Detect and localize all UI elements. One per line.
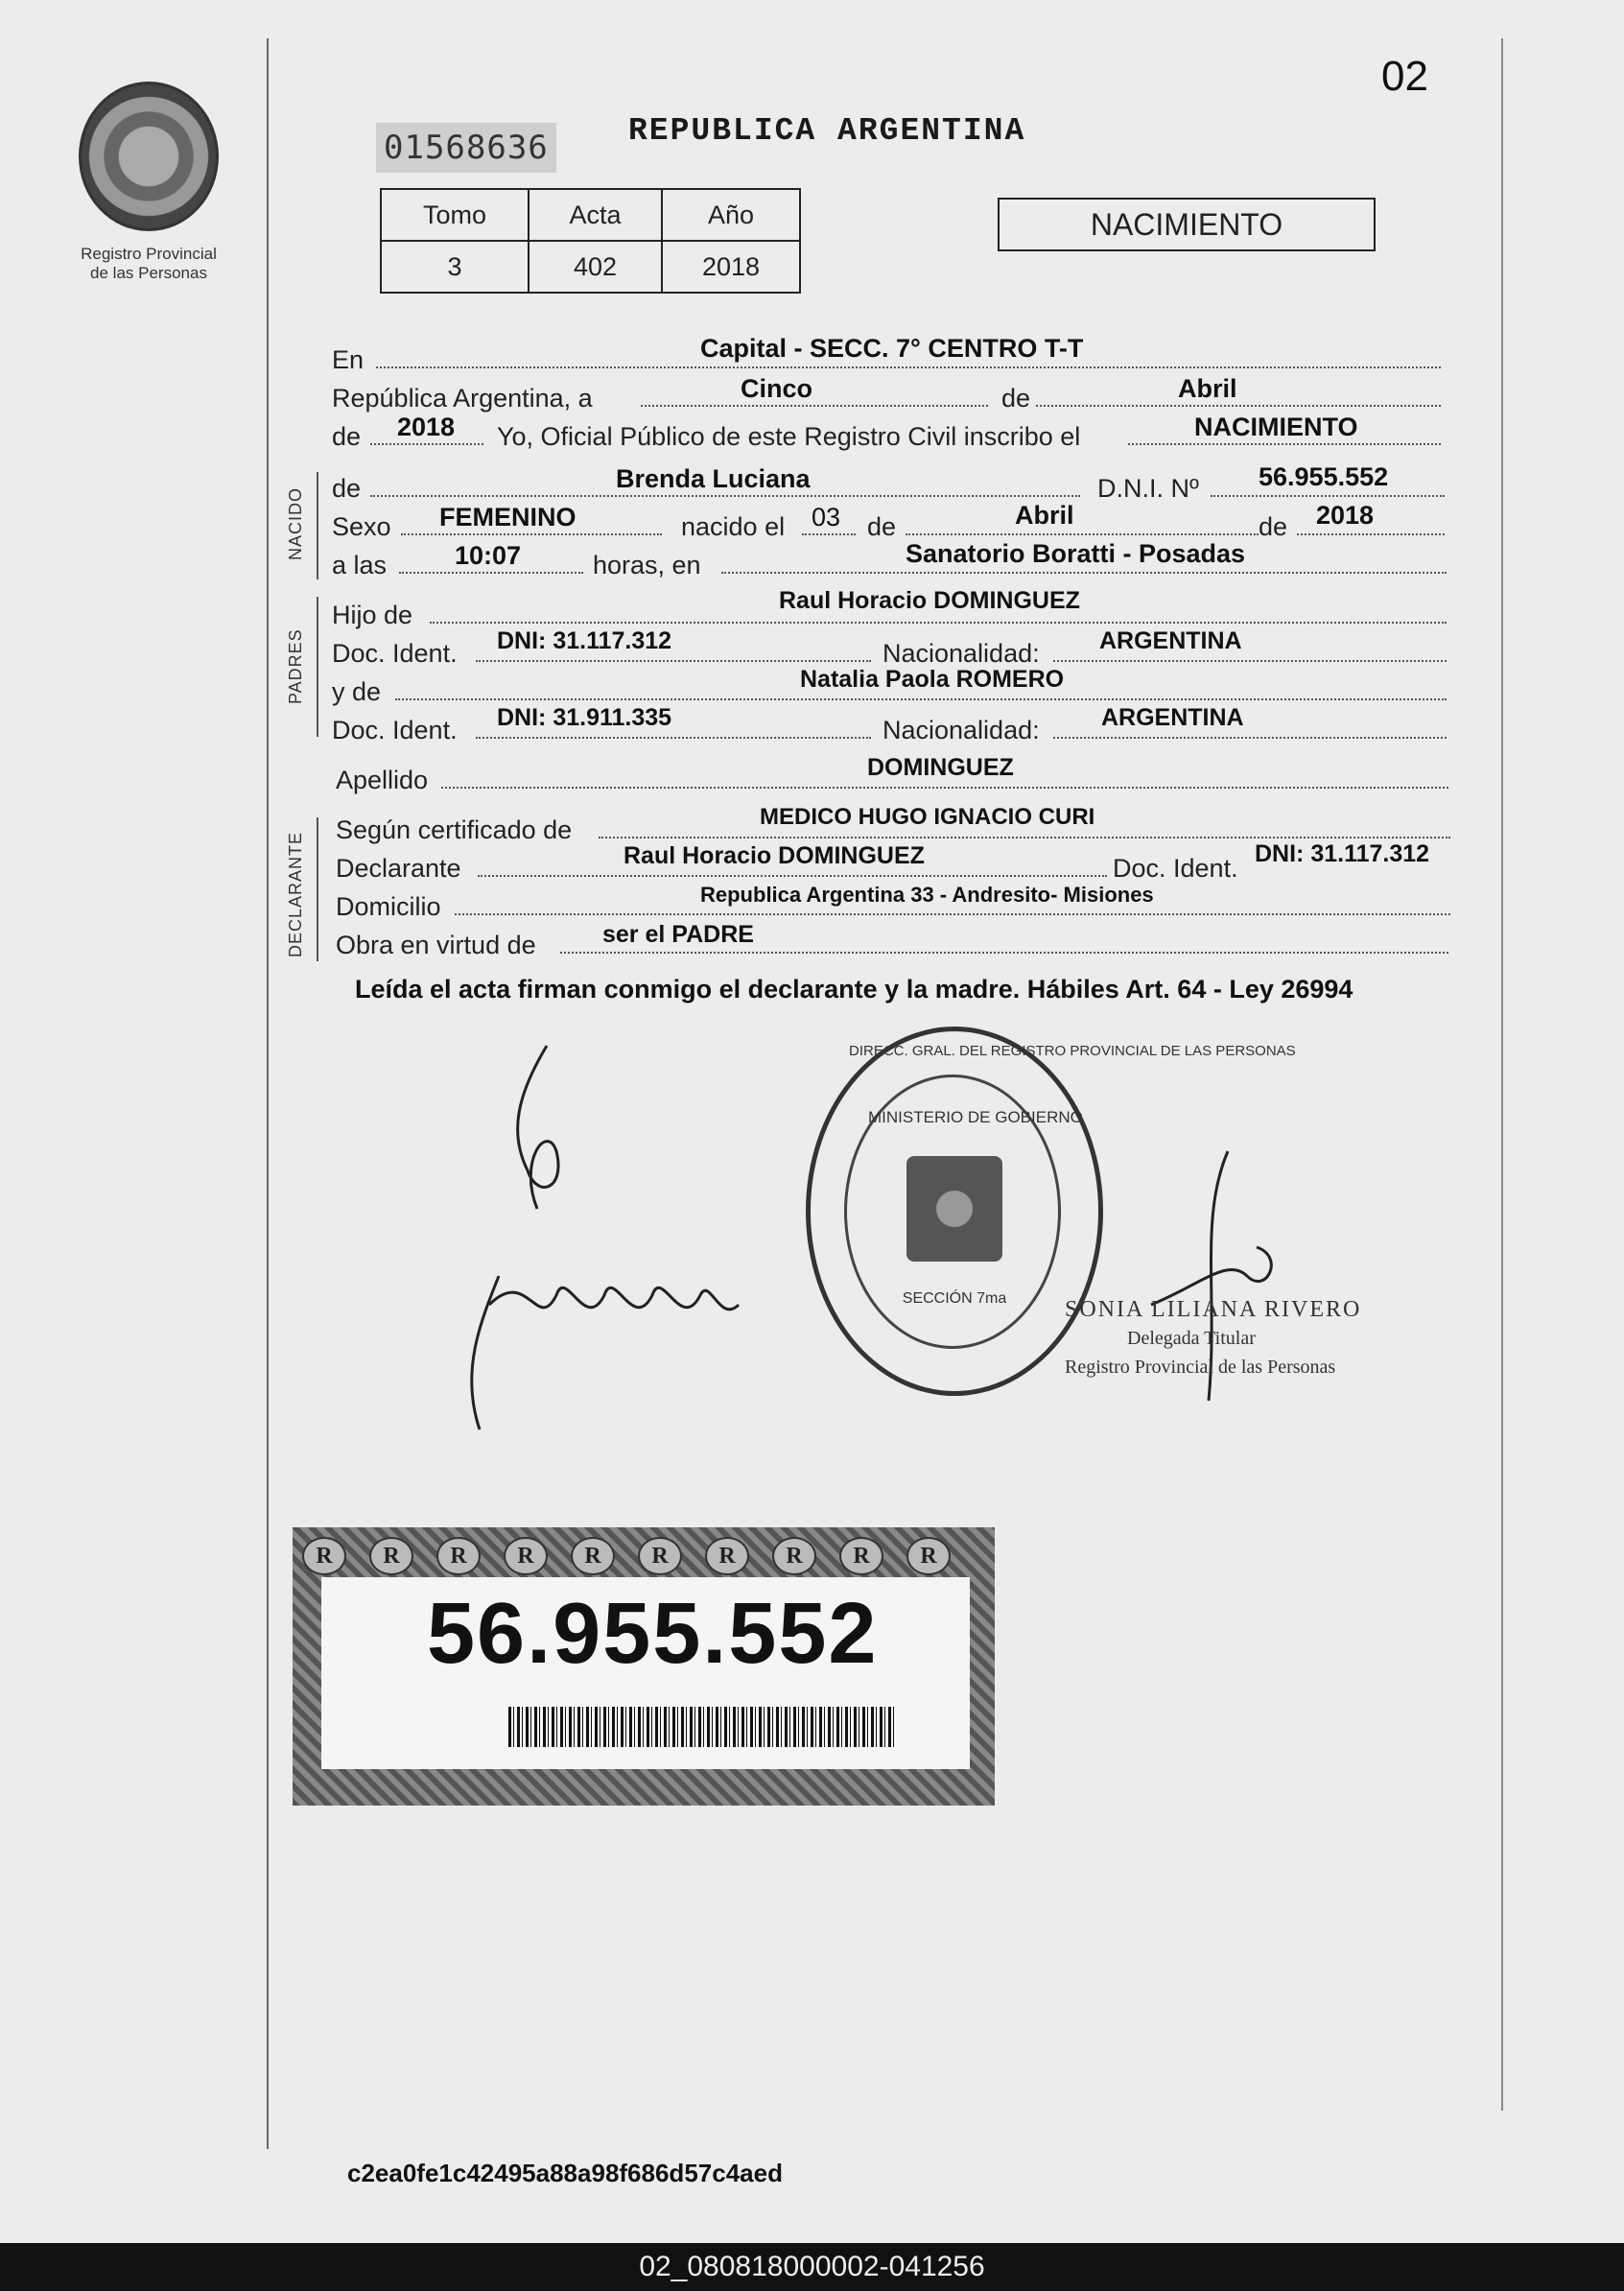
en-label: En — [332, 345, 365, 374]
dotted-line — [641, 405, 988, 407]
dotted-line — [721, 572, 1447, 574]
obra-label: Obra en virtud de — [336, 931, 536, 959]
dotted-line — [399, 572, 583, 574]
r-mark-icon: R — [504, 1537, 548, 1575]
declarante-label: Declarante — [336, 854, 461, 883]
stamp-outer-text: DIRECC. GRAL. DEL REGISTRO PROVINCIAL DE LAS PERSONAS — [849, 1043, 1296, 1059]
hijo-label: Hijo de — [332, 601, 413, 629]
signature-upper — [480, 1036, 595, 1228]
apellido-value: DOMINGUEZ — [867, 754, 1014, 781]
value-tomo: 3 — [381, 241, 529, 293]
official-office: Registro Provincial de las Personas — [1065, 1357, 1336, 1378]
registry-logo — [58, 82, 240, 283]
sexo-label: Sexo — [332, 512, 391, 541]
dotted-line — [430, 622, 1447, 624]
domicilio-value: Republica Argentina 33 - Andresito- Misiones — [700, 883, 1154, 907]
sexo-value: FEMENINO — [439, 503, 577, 531]
father-nationality: ARGENTINA — [1099, 627, 1242, 654]
declarante-value: Raul Horacio DOMINGUEZ — [624, 842, 925, 869]
stamp-inner-text: MINISTERIO DE GOBIERNO — [868, 1108, 1083, 1126]
dotted-line — [802, 533, 856, 535]
section-label-declarante: DECLARANTE — [286, 831, 305, 957]
serial-number: 01568636 — [376, 123, 556, 173]
cert-label: Según certificado de — [336, 815, 573, 844]
declarante-doc: DNI: 31.117.312 — [1255, 840, 1430, 867]
r-mark-icon: R — [369, 1537, 413, 1575]
section-bar — [317, 597, 318, 737]
place-value: Capital - SECC. 7° CENTRO T-T — [700, 334, 1084, 363]
de-label: de — [332, 474, 362, 503]
year-value: 2018 — [397, 413, 456, 441]
footer-filename: 02_080818000002-041256 — [0, 2243, 1624, 2291]
dotted-line — [478, 875, 1107, 877]
section-bar — [317, 817, 318, 961]
document-hash: c2ea0fe1c42495a88a98f686d57c4aed — [347, 2159, 783, 2187]
header-ano: Año — [662, 189, 800, 241]
official-name: SONIA LILIANA RIVERO — [1065, 1297, 1362, 1322]
r-mark-icon: R — [302, 1537, 346, 1575]
dotted-line — [599, 837, 1450, 838]
child-name: Brenda Luciana — [616, 464, 811, 493]
dotted-line — [376, 366, 1441, 368]
record-type-box: NACIMIENTO — [998, 198, 1376, 251]
de-label: de — [1001, 384, 1031, 413]
id-label-card — [293, 1527, 995, 1806]
registry-statement: Yo, Oficial Público de este Registro Civil inscribo el — [497, 422, 1081, 451]
logo-caption: Registro Provincial de las Personas — [81, 245, 217, 282]
dni-label: D.N.I. Nº — [1097, 474, 1199, 503]
header-acta: Acta — [529, 189, 662, 241]
section-bar — [317, 472, 318, 579]
dotted-line — [1036, 405, 1441, 407]
dotted-line — [1053, 737, 1447, 739]
page-number: 02 — [1381, 53, 1428, 100]
birth-month: Abril — [1015, 501, 1074, 530]
dotted-line — [1053, 660, 1447, 662]
dotted-line — [906, 533, 1259, 535]
father-name: Raul Horacio DOMINGUEZ — [779, 587, 1080, 614]
official-role: Delegada Titular — [1127, 1328, 1256, 1349]
header-tomo: Tomo — [381, 189, 529, 241]
mother-doc: DNI: 31.911.335 — [497, 704, 672, 731]
date-prefix: República Argentina, a — [332, 384, 593, 413]
dotted-line — [476, 660, 871, 662]
misiones-seal-icon — [79, 82, 219, 231]
yde-label: y de — [332, 677, 382, 706]
dotted-line — [455, 913, 1450, 915]
mother-nationality: ARGENTINA — [1101, 704, 1244, 731]
de-label: de — [867, 512, 897, 541]
birth-day: 03 — [812, 503, 841, 531]
label-dni-number: 56.955.552 — [427, 1586, 879, 1682]
alas-label: a las — [332, 551, 388, 579]
cert-value: MEDICO HUGO IGNACIO CURI — [760, 804, 1095, 830]
record-table — [380, 188, 801, 294]
de-label: de — [332, 422, 362, 451]
month-text: Abril — [1178, 374, 1237, 403]
father-doc: DNI: 31.117.312 — [497, 627, 672, 654]
r-mark-icon: R — [839, 1537, 883, 1575]
horas-label: horas, en — [593, 551, 701, 579]
apellido-label: Apellido — [336, 766, 429, 794]
dotted-line — [1211, 495, 1445, 497]
obra-value: ser el PADRE — [602, 921, 754, 948]
mother-name: Natalia Paola ROMERO — [800, 666, 1065, 693]
stamp-emblem-icon — [906, 1156, 1002, 1262]
domicilio-label: Domicilio — [336, 892, 441, 921]
r-mark-icon: R — [436, 1537, 481, 1575]
dotted-line — [1297, 533, 1445, 535]
barcode-icon — [508, 1707, 897, 1747]
left-margin-rule — [267, 38, 269, 2149]
right-margin-rule — [1501, 38, 1503, 2111]
country-title: REPUBLICA ARGENTINA — [628, 113, 1026, 149]
closing-statement: Leída el acta firman conmigo el declarante y la madre. Hábiles Art. 64 - Ley 26994 — [355, 975, 1353, 1004]
child-dni: 56.955.552 — [1259, 462, 1389, 491]
inscription-type: NACIMIENTO — [1194, 413, 1358, 441]
doc-label: Doc. Ident. — [332, 639, 458, 668]
dotted-line — [441, 787, 1448, 789]
birth-place: Sanatorio Boratti - Posadas — [906, 539, 1246, 568]
r-mark-icon: R — [571, 1537, 615, 1575]
r-mark-icon: R — [638, 1537, 682, 1575]
r-mark-icon: R — [906, 1537, 951, 1575]
signature-lower — [451, 1247, 758, 1449]
r-mark-icon: R — [772, 1537, 816, 1575]
dotted-line — [370, 495, 1080, 497]
de-label: de — [1259, 512, 1288, 541]
label-white-area — [321, 1577, 970, 1769]
day-text: Cinco — [741, 374, 813, 403]
birth-time: 10:07 — [455, 541, 522, 570]
dotted-line — [370, 443, 483, 445]
section-label-padres: PADRES — [286, 628, 305, 704]
value-ano: 2018 — [662, 241, 800, 293]
birth-year: 2018 — [1316, 501, 1375, 530]
dotted-line — [476, 737, 871, 739]
stamp-section-text: SECCIÓN 7ma — [902, 1290, 1007, 1307]
section-label-nacido: NACIDO — [286, 486, 305, 560]
r-mark-icon: R — [705, 1537, 749, 1575]
doc-label: Doc. Ident. — [332, 716, 458, 744]
value-acta: 402 — [529, 241, 662, 293]
dotted-line — [1128, 443, 1441, 445]
nacido-label: nacido el — [681, 512, 786, 541]
nationality-label: Nacionalidad: — [883, 639, 1040, 668]
dotted-line — [395, 698, 1447, 700]
doc-label: Doc. Ident. — [1113, 854, 1238, 883]
nationality-label: Nacionalidad: — [883, 716, 1040, 744]
dotted-line — [401, 533, 662, 535]
dotted-line — [560, 952, 1448, 954]
